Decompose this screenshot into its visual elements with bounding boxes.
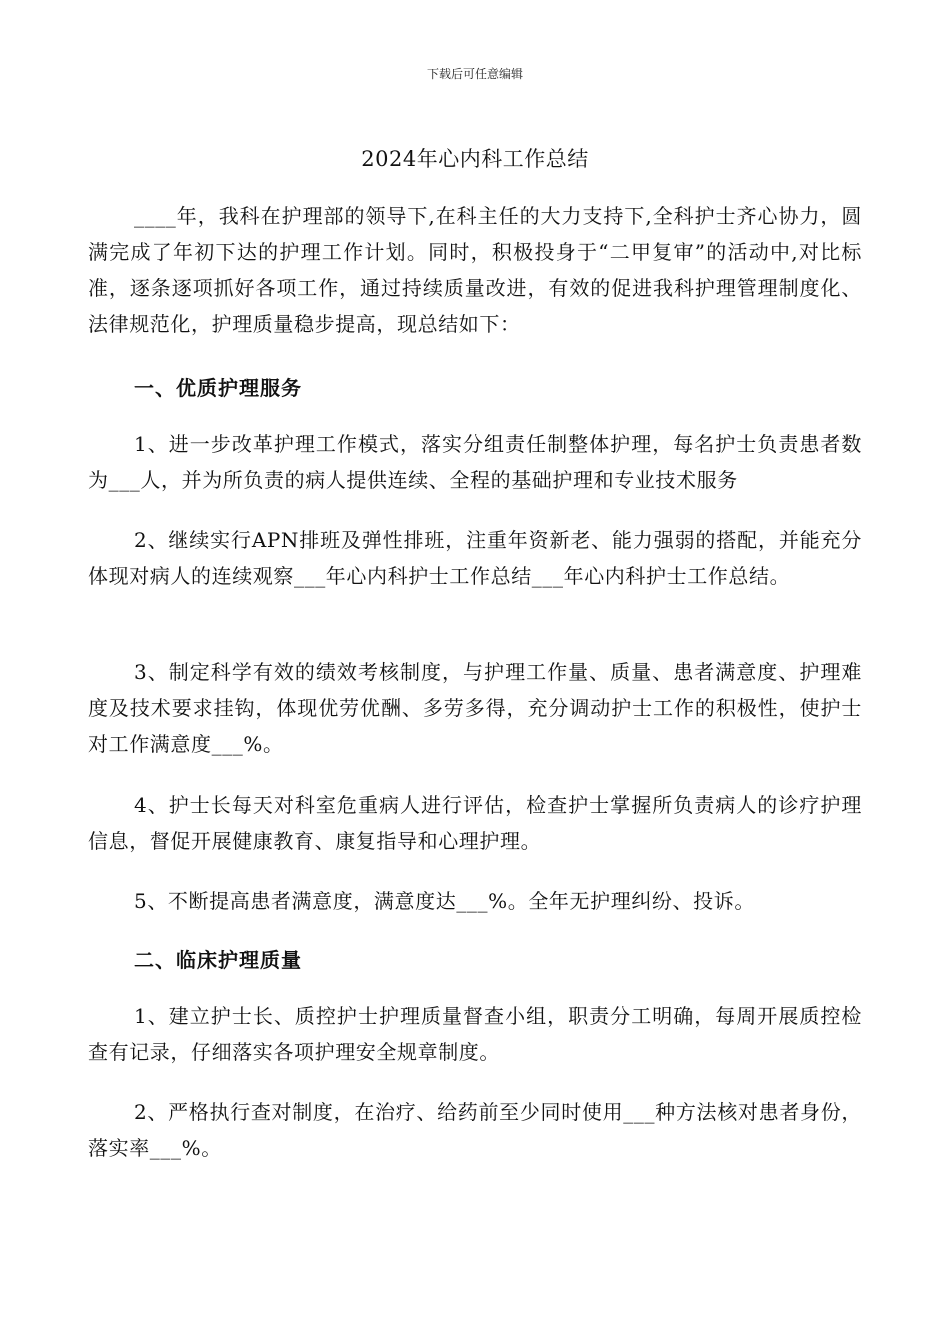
service-item-3: 3、制定科学有效的绩效考核制度，与护理工作量、质量、患者满意度、护理难度及技术要求挂钩，体现优劳优酬、多劳多得，充分调动护士工作的积极性，使护士对工作满意度___%。 — [88, 660, 862, 756]
section-heading-clinical-quality: 二、临床护理质量 — [134, 948, 302, 972]
service-item-4: 4、护士长每天对科室危重病人进行评估，检查护士掌握所负责病人的诊疗护理信息，督促开展健康教育、康复指导和心理护理。 — [88, 793, 862, 853]
header-note: 下载后可任意编辑 — [426, 67, 523, 81]
service-item-2: 2、继续实行APN排班及弹性排班，注重年资新老、能力强弱的搭配，并能充分体现对病人的连续观察___年心内科护士工作总结___年心内科护士工作总结。 — [88, 528, 862, 588]
clinical-item-1: 1、建立护士长、质控护士护理质量督查小组，职责分工明确，每周开展质控检查有记录，仔细落实各项护理安全规章制度。 — [88, 1004, 862, 1064]
service-item-5: 5、不断提高患者满意度，满意度达___%。全年无护理纠纷、投诉。 — [134, 889, 755, 913]
intro-paragraph: ____年，我科在护理部的领导下,在科主任的大力支持下,全科护士齐心协力，圆满完成了年初下达的护理工作计划。同时，积极投身于“二甲复审”的活动中,对比标准，逐条逐项抓好各项工作，通过持续质量改进，有效的促进我科护理管理制度化、法律规范化，护理质量稳步提高，现总结如下： — [88, 204, 862, 336]
section-heading-quality-service: 一、优质护理服务 — [134, 376, 302, 400]
document-title: 2024年心内科工作总结 — [361, 147, 589, 171]
service-item-1: 1、进一步改革护理工作模式，落实分组责任制整体护理，每名护士负责患者数为___人，并为所负责的病人提供连续、全程的基础护理和专业技术服务 — [88, 432, 862, 492]
clinical-item-2: 2、严格执行查对制度，在治疗、给药前至少同时使用___种方法核对患者身份，落实率___%。 — [88, 1100, 862, 1160]
